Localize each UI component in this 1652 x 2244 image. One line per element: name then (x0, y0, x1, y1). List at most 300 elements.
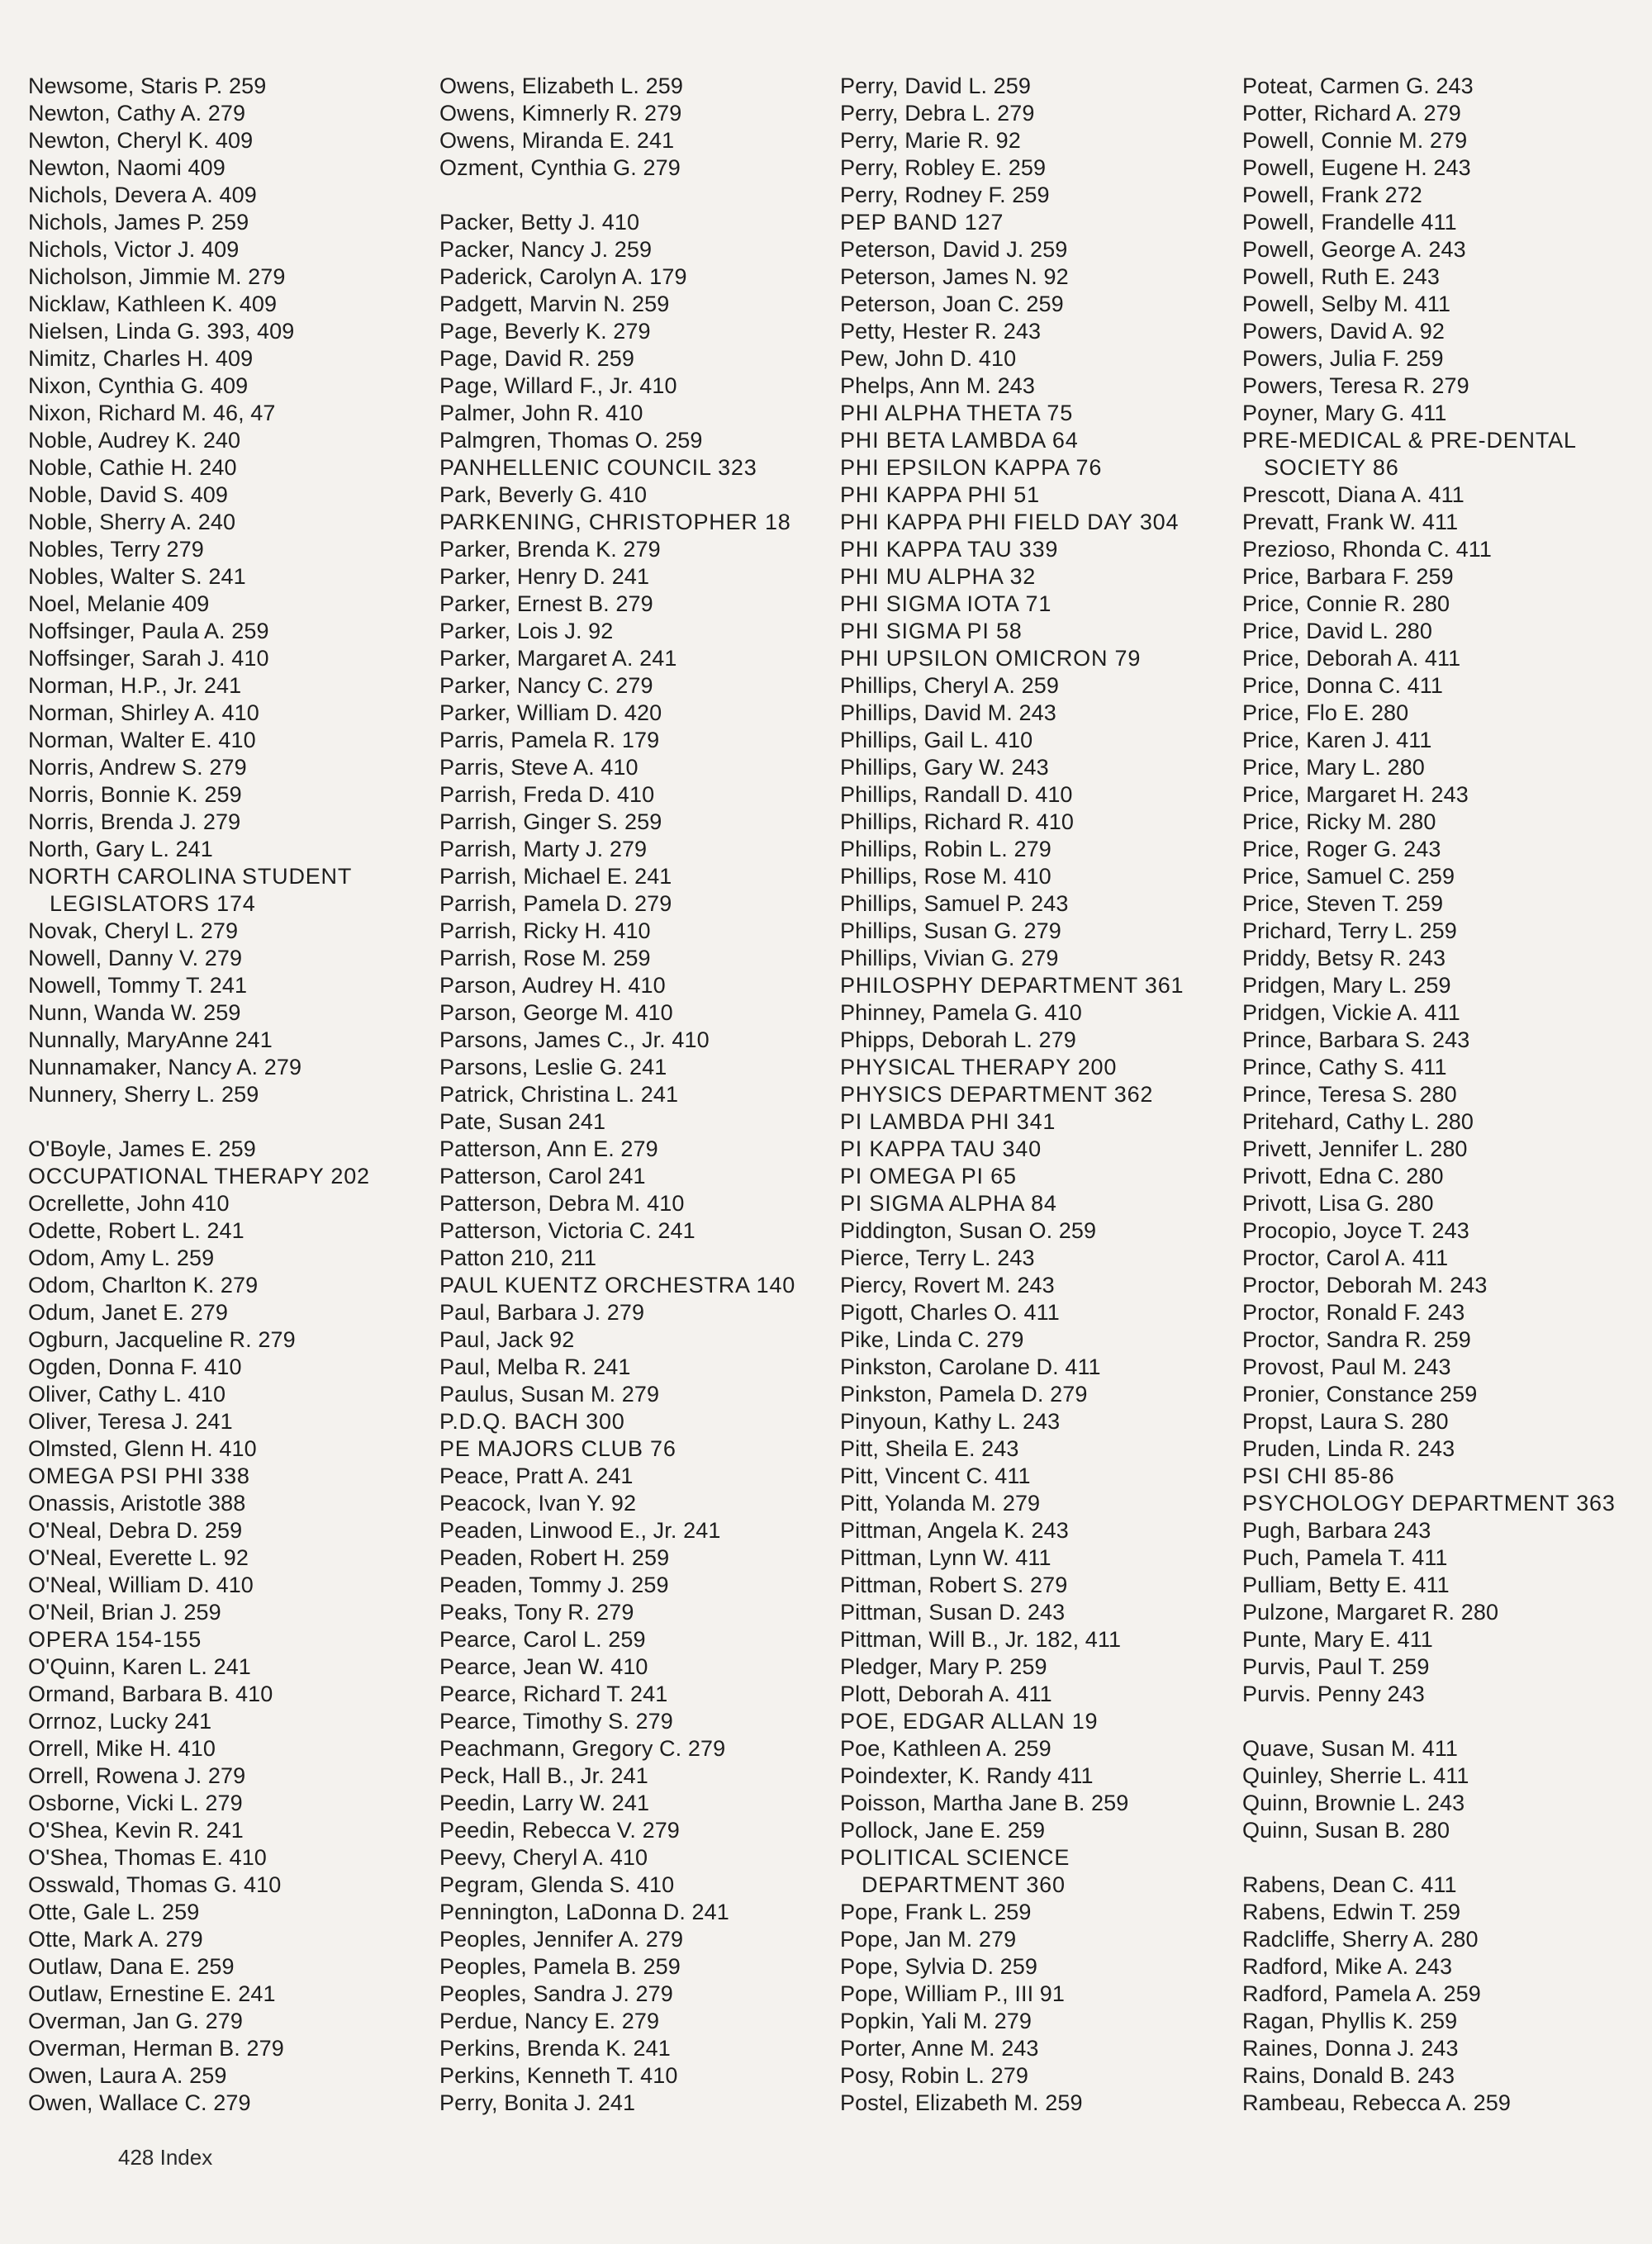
index-entry: PSYCHOLOGY DEPARTMENT 363 (1242, 1491, 1616, 1516)
index-entry: Prevatt, Frank W. 411 (1242, 510, 1459, 534)
index-entry: Pearce, Timothy S. 279 (439, 1709, 673, 1734)
index-entry: PHI SIGMA PI 58 (840, 619, 1023, 643)
index-entry: P.D.Q. BACH 300 (439, 1409, 625, 1434)
index-entry: Parker, Brenda K. 279 (439, 537, 661, 562)
index-entry: Noble, David S. 409 (28, 482, 229, 507)
index-entry: Ozment, Cynthia G. 279 (439, 155, 681, 180)
index-entry: Peoples, Sandra J. 279 (439, 1981, 673, 2006)
index-column-1 (28, 73, 416, 2117)
index-entry: O'Shea, Kevin R. 241 (28, 1818, 244, 1843)
index-entry: Newton, Naomi 409 (28, 155, 225, 180)
index-entry: OCCUPATIONAL THERAPY 202 (28, 1164, 370, 1188)
index-entry: O'Neal, William D. 410 (28, 1573, 254, 1597)
index-entry: Palmer, John R. 410 (439, 401, 643, 425)
index-entry: Perdue, Nancy E. 279 (439, 2009, 660, 2033)
index-entry: Nowell, Danny V. 279 (28, 946, 243, 970)
index-entry: Phelps, Ann M. 243 (840, 373, 1035, 398)
index-entry: Procopio, Joyce T. 243 (1242, 1218, 1469, 1243)
index-entry: Owen, Wallace C. 279 (28, 2090, 251, 2115)
index-entry: O'Neal, Debra D. 259 (28, 1518, 243, 1543)
index-entry: Phillips, Susan G. 279 (840, 918, 1061, 943)
index-entry: Price, Donna C. 411 (1242, 673, 1444, 698)
index-entry: Peacock, Ivan Y. 92 (439, 1491, 637, 1516)
index-entry: Phillips, Richard R. 410 (840, 809, 1075, 834)
index-entry: Price, Mary L. 280 (1242, 755, 1425, 780)
index-entry: PI SIGMA ALPHA 84 (840, 1191, 1057, 1216)
index-entry: Popkin, Yali M. 279 (840, 2009, 1032, 2033)
index-entry: PHI KAPPA PHI 51 (840, 482, 1040, 507)
index-entry: Priddy, Betsy R. 243 (1242, 946, 1446, 970)
index-entry: PHYSICS DEPARTMENT 362 (840, 1082, 1154, 1107)
index-entry: Nunnally, MaryAnne 241 (28, 1027, 273, 1052)
index-entry: Parrish, Michael E. 241 (439, 864, 672, 889)
index-entry: Price, David L. 280 (1242, 619, 1433, 643)
index-entry: Patterson, Victoria C. 241 (439, 1218, 695, 1243)
section-gap (28, 1108, 416, 1136)
index-entry: Parsons, Leslie G. 241 (439, 1055, 667, 1079)
index-entry: Powell, Frandelle 411 (1242, 210, 1457, 235)
index-entry: Peachmann, Gregory C. 279 (439, 1736, 726, 1761)
index-entry: O'Shea, Thomas E. 410 (28, 1845, 267, 1870)
index-entry: Parrish, Ginger S. 259 (439, 809, 662, 834)
index-entry: PHI EPSILON KAPPA 76 (840, 455, 1103, 480)
index-entry: O'Boyle, James E. 259 (28, 1136, 256, 1161)
index-entry: Nunn, Wanda W. 259 (28, 1000, 241, 1025)
index-entry: Otte, Mark A. 279 (28, 1927, 203, 1952)
index-entry: Peck, Hall B., Jr. 241 (439, 1763, 648, 1788)
index-entry: Phillips, Randall D. 410 (840, 782, 1073, 807)
index-entry: PRE-MEDICAL & PRE-DENTAL SOCIETY 86 (1242, 428, 1576, 480)
index-entry: Phipps, Deborah L. 279 (840, 1027, 1076, 1052)
index-entry: Perry, David L. 259 (840, 74, 1032, 98)
index-entry: Parsons, James C., Jr. 410 (439, 1027, 710, 1052)
index-entry: Parker, Margaret A. 241 (439, 646, 677, 671)
index-entry: Privott, Lisa G. 280 (1242, 1191, 1434, 1216)
index-entry: O'Quinn, Karen L. 241 (28, 1654, 251, 1679)
index-entry: Pinkston, Pamela D. 279 (840, 1382, 1088, 1407)
index-entry: Peace, Pratt A. 241 (439, 1464, 634, 1488)
index-entry: Price, Barbara F. 259 (1242, 564, 1454, 589)
index-entry: Pike, Linda C. 279 (840, 1327, 1024, 1352)
index-entry: Parson, Audrey H. 410 (439, 973, 666, 998)
index-entry: Nicklaw, Kathleen K. 409 (28, 292, 278, 316)
index-entry: Privott, Edna C. 280 (1242, 1164, 1444, 1188)
index-entry: Odette, Robert L. 241 (28, 1218, 244, 1243)
index-entry: Nowell, Tommy T. 241 (28, 973, 248, 998)
index-entry: Nimitz, Charles H. 409 (28, 346, 254, 371)
index-entry: Rambeau, Rebecca A. 259 (1242, 2090, 1512, 2115)
index-entry: Proctor, Ronald F. 243 (1242, 1300, 1465, 1325)
index-entry: Powell, Frank 272 (1242, 183, 1422, 207)
index-entry: Price, Margaret H. 243 (1242, 782, 1469, 807)
index-entry: Nixon, Cynthia G. 409 (28, 373, 249, 398)
index-entry: PI OMEGA PI 65 (840, 1164, 1017, 1188)
index-entry: Norman, Shirley A. 410 (28, 700, 259, 725)
index-entry: Poyner, Mary G. 411 (1242, 401, 1447, 425)
index-entry: PANHELLENIC COUNCIL 323 (439, 455, 757, 480)
index-entry: Paulus, Susan M. 279 (439, 1382, 660, 1407)
index-entry: Quinley, Sherrie L. 411 (1242, 1763, 1469, 1788)
index-entry: Pronier, Constance 259 (1242, 1382, 1478, 1407)
index-entry: PEP BAND 127 (840, 210, 1004, 235)
index-entry: Pate, Susan 241 (439, 1109, 606, 1134)
index-entry: Prince, Cathy S. 411 (1242, 1055, 1447, 1079)
index-entry: PARKENING, CHRISTOPHER 18 (439, 510, 791, 534)
index-entry: Otte, Gale L. 259 (28, 1900, 200, 1924)
index-entry: PHI KAPPA TAU 339 (840, 537, 1059, 562)
index-entry: Park, Beverly G. 410 (439, 482, 648, 507)
index-entry: Paul, Barbara J. 279 (439, 1300, 645, 1325)
index-entry: Price, Steven T. 259 (1242, 891, 1444, 916)
index-entry: Osswald, Thomas G. 410 (28, 1872, 282, 1897)
index-entry: Newton, Cathy A. 279 (28, 101, 246, 126)
index-entry: Parker, Nancy C. 279 (439, 673, 653, 698)
index-entry: Posy, Robin L. 279 (840, 2063, 1028, 2088)
index-entry: Phillips, David M. 243 (840, 700, 1056, 725)
index-entry: Nichols, Devera A. 409 (28, 183, 257, 207)
index-entry: Puch, Pamela T. 411 (1242, 1545, 1448, 1570)
index-entry: Price, Connie R. 280 (1242, 591, 1450, 616)
index-entry: Norman, H.P., Jr. 241 (28, 673, 242, 698)
index-entry: PI LAMBDA PHI 341 (840, 1109, 1056, 1134)
index-entry: Proctor, Sandra R. 259 (1242, 1327, 1471, 1352)
index-entry: Newsome, Staris P. 259 (28, 74, 267, 98)
index-entry: Parris, Steve A. 410 (439, 755, 638, 780)
index-entry: Patterson, Ann E. 279 (439, 1136, 658, 1161)
index-entry: PHI ALPHA THETA 75 (840, 401, 1074, 425)
index-entry: Noble, Audrey K. 240 (28, 428, 241, 453)
index-entry: Proctor, Deborah M. 243 (1242, 1273, 1488, 1298)
index-entry: Parker, William D. 420 (439, 700, 662, 725)
index-entry: Noel, Melanie 409 (28, 591, 210, 616)
index-entry: Powell, Selby M. 411 (1242, 292, 1451, 316)
index-entry: Oliver, Teresa J. 241 (28, 1409, 233, 1434)
index-entry: Orrell, Mike H. 410 (28, 1736, 216, 1761)
index-entry: Owens, Elizabeth L. 259 (439, 74, 683, 98)
index-entry: Powers, Julia F. 259 (1242, 346, 1444, 371)
index-entry: Pigott, Charles O. 411 (840, 1300, 1060, 1325)
index-entry: Perkins, Kenneth T. 410 (439, 2063, 678, 2088)
index-entry: Pennington, LaDonna D. 241 (439, 1900, 729, 1924)
index-entry: Rabens, Dean C. 411 (1242, 1872, 1457, 1897)
index-entry: Perkins, Brenda K. 241 (439, 2036, 671, 2061)
section-gap (439, 182, 828, 209)
index-entry: Pitt, Sheila E. 243 (840, 1436, 1019, 1461)
index-entry: Pitt, Vincent C. 411 (840, 1464, 1031, 1488)
index-entry: PHI UPSILON OMICRON 79 (840, 646, 1142, 671)
index-entry: Noble, Sherry A. 240 (28, 510, 236, 534)
index-entry: O'Neal, Everette L. 92 (28, 1545, 249, 1570)
index-entry: Poe, Kathleen A. 259 (840, 1736, 1051, 1761)
index-entry: PI KAPPA TAU 340 (840, 1136, 1042, 1161)
index-entry: Peoples, Pamela B. 259 (439, 1954, 681, 1979)
page-footer: 428 Index (118, 2145, 213, 2170)
index-entry: Patterson, Debra M. 410 (439, 1191, 685, 1216)
index-entry: Parrish, Marty J. 279 (439, 837, 648, 861)
index-entry: Perry, Marie R. 92 (840, 128, 1021, 153)
index-entry: Padgett, Marvin N. 259 (439, 292, 670, 316)
index-entry: Pearce, Jean W. 410 (439, 1654, 648, 1679)
index-entry: Peedin, Rebecca V. 279 (439, 1818, 680, 1843)
index-entry: Phillips, Rose M. 410 (840, 864, 1051, 889)
index-entry: Pittman, Angela K. 243 (840, 1518, 1069, 1543)
index-entry: Owens, Kimnerly R. 279 (439, 101, 682, 126)
index-entry: Page, David R. 259 (439, 346, 634, 371)
index-entry: Price, Deborah A. 411 (1242, 646, 1461, 671)
section-gap (1242, 1708, 1631, 1735)
index-entry: Price, Ricky M. 280 (1242, 809, 1436, 834)
index-entry: POLITICAL SCIENCE DEPARTMENT 360 (840, 1845, 1070, 1897)
index-entry: Phinney, Pamela G. 410 (840, 1000, 1082, 1025)
index-entry: Nixon, Richard M. 46, 47 (28, 401, 276, 425)
index-entry: Page, Willard F., Jr. 410 (439, 373, 677, 398)
index-entry: Parrish, Freda D. 410 (439, 782, 655, 807)
index-entry: Packer, Nancy J. 259 (439, 237, 653, 262)
index-entry: OMEGA PSI PHI 338 (28, 1464, 250, 1488)
index-entry: Perry, Debra L. 279 (840, 101, 1035, 126)
index-entry: Quave, Susan M. 411 (1242, 1736, 1459, 1761)
index-entry: Noble, Cathie H. 240 (28, 455, 237, 480)
index-entry: Pollock, Jane E. 259 (840, 1818, 1046, 1843)
index-entry: Outlaw, Dana E. 259 (28, 1954, 235, 1979)
index-entry: North, Gary L. 241 (28, 837, 213, 861)
index-entry: Peaks, Tony R. 279 (439, 1600, 634, 1625)
index-entry: Pegram, Glenda S. 410 (439, 1872, 675, 1897)
index-entry: Parris, Pamela R. 179 (439, 728, 660, 752)
index-entry: Ocrellette, John 410 (28, 1191, 230, 1216)
index-entry: Prince, Teresa S. 280 (1242, 1082, 1457, 1107)
index-entry: OPERA 154-155 (28, 1627, 202, 1652)
index-entry: Phillips, Samuel P. 243 (840, 891, 1069, 916)
index-entry: Odom, Amy L. 259 (28, 1245, 215, 1270)
index-entry: Pulzone, Margaret R. 280 (1242, 1600, 1499, 1625)
index-entry: Proctor, Carol A. 411 (1242, 1245, 1449, 1270)
index-entry: Pritehard, Cathy L. 280 (1242, 1109, 1474, 1134)
index-entry: PHI SIGMA IOTA 71 (840, 591, 1052, 616)
index-entry: Ogden, Donna F. 410 (28, 1354, 242, 1379)
index-entry: Page, Beverly K. 279 (439, 319, 651, 344)
index-entry: Prezioso, Rhonda C. 411 (1242, 537, 1492, 562)
index-entry: Rabens, Edwin T. 259 (1242, 1900, 1461, 1924)
index-entry: Odum, Janet E. 279 (28, 1300, 228, 1325)
index-entry: Parson, George M. 410 (439, 1000, 673, 1025)
index-entry: Pinyoun, Kathy L. 243 (840, 1409, 1061, 1434)
index-entry: Peoples, Jennifer A. 279 (439, 1927, 684, 1952)
index-entry: Pittman, Will B., Jr. 182, 411 (840, 1627, 1122, 1652)
index-entry: Palmgren, Thomas O. 259 (439, 428, 703, 453)
index-entry: Propst, Laura S. 280 (1242, 1409, 1449, 1434)
index-entry: PAUL KUENTZ ORCHESTRA 140 (439, 1273, 796, 1298)
index-entry: Peedin, Larry W. 241 (439, 1791, 650, 1815)
index-entry: Rains, Donald B. 243 (1242, 2063, 1455, 2088)
index-entry: PHYSICAL THERAPY 200 (840, 1055, 1118, 1079)
index-entry: Norris, Brenda J. 279 (28, 809, 241, 834)
index-entry: Pittman, Lynn W. 411 (840, 1545, 1051, 1570)
index-entry: Perry, Bonita J. 241 (439, 2090, 636, 2115)
index-entry: Pinkston, Carolane D. 411 (840, 1354, 1101, 1379)
index-entry: Peevy, Cheryl A. 410 (439, 1845, 648, 1870)
index-entry: Pope, Jan M. 279 (840, 1927, 1017, 1952)
index-entry: Pledger, Mary P. 259 (840, 1654, 1047, 1679)
index-entry: Ragan, Phyllis K. 259 (1242, 2009, 1458, 2033)
index-entry: Peterson, Joan C. 259 (840, 292, 1064, 316)
index-entry: NORTH CAROLINA STUDENT LEGISLATORS 174 (28, 864, 352, 916)
index-entry: Orrell, Rowena J. 279 (28, 1763, 246, 1788)
index-entry: PHI BETA LAMBDA 64 (840, 428, 1079, 453)
index-entry: Powell, George A. 243 (1242, 237, 1466, 262)
index-entry: Noffsinger, Paula A. 259 (28, 619, 269, 643)
index-entry: Pitt, Yolanda M. 279 (840, 1491, 1041, 1516)
index-entry: Patrick, Christina L. 241 (439, 1082, 679, 1107)
index-entry: Prescott, Diana A. 411 (1242, 482, 1464, 507)
index-entry: Price, Karen J. 411 (1242, 728, 1432, 752)
index-entry: Nobles, Terry 279 (28, 537, 204, 562)
index-entry: Raines, Donna J. 243 (1242, 2036, 1459, 2061)
index-entry: Pulliam, Betty E. 411 (1242, 1573, 1450, 1597)
index-entry: Nichols, James P. 259 (28, 210, 249, 235)
index-entry: PHI MU ALPHA 32 (840, 564, 1037, 589)
index-entry: Pruden, Linda R. 243 (1242, 1436, 1455, 1461)
index-entry: Norman, Walter E. 410 (28, 728, 256, 752)
index-entry: Purvis, Paul T. 259 (1242, 1654, 1430, 1679)
index-entry: Radford, Pamela A. 259 (1242, 1981, 1481, 2006)
index-entry: Peterson, James N. 92 (840, 264, 1069, 289)
index-entry: Noffsinger, Sarah J. 410 (28, 646, 269, 671)
index-entry: Powers, Teresa R. 279 (1242, 373, 1469, 398)
index-entry: PHILOSPHY DEPARTMENT 361 (840, 973, 1184, 998)
index-entry: Ogburn, Jacqueline R. 279 (28, 1327, 296, 1352)
index-entry: Parker, Ernest B. 279 (439, 591, 653, 616)
index-entry: Parker, Lois J. 92 (439, 619, 614, 643)
index-entry: Newton, Cheryl K. 409 (28, 128, 254, 153)
index-entry: Poisson, Martha Jane B. 259 (840, 1791, 1129, 1815)
index-entry: Poteat, Carmen G. 243 (1242, 74, 1474, 98)
index-entry: Nunnamaker, Nancy A. 279 (28, 1055, 302, 1079)
index-entry: Postel, Elizabeth M. 259 (840, 2090, 1083, 2115)
index-entry: Nicholson, Jimmie M. 279 (28, 264, 286, 289)
index-entry: Powell, Ruth E. 243 (1242, 264, 1441, 289)
index-entry: Nielsen, Linda G. 393, 409 (28, 319, 295, 344)
index-entry: Owen, Laura A. 259 (28, 2063, 227, 2088)
index-entry: Pearce, Carol L. 259 (439, 1627, 646, 1652)
index-entry: Purvis. Penny 243 (1242, 1682, 1425, 1706)
index-entry: Plott, Deborah A. 411 (840, 1682, 1052, 1706)
index-entry: Privett, Jennifer L. 280 (1242, 1136, 1468, 1161)
index-entry: Price, Flo E. 280 (1242, 700, 1409, 725)
index-entry: Patterson, Carol 241 (439, 1164, 646, 1188)
index-entry: PE MAJORS CLUB 76 (439, 1436, 676, 1461)
index-entry: Novak, Cheryl L. 279 (28, 918, 239, 943)
index-entry: Pope, Sylvia D. 259 (840, 1954, 1038, 1979)
index-entry: Prichard, Terry L. 259 (1242, 918, 1457, 943)
index-entry: Peterson, David J. 259 (840, 237, 1068, 262)
index-entry: Powell, Connie M. 279 (1242, 128, 1468, 153)
index-entry: Onassis, Aristotle 388 (28, 1491, 246, 1516)
index-entry: Outlaw, Ernestine E. 241 (28, 1981, 276, 2006)
index-entry: Phillips, Robin L. 279 (840, 837, 1051, 861)
index-entry: Peaden, Linwood E., Jr. 241 (439, 1518, 721, 1543)
index-entry: Powell, Eugene H. 243 (1242, 155, 1471, 180)
index-entry: Price, Roger G. 243 (1242, 837, 1441, 861)
index-entry: Patton 210, 211 (439, 1245, 597, 1270)
index-entry: Phillips, Gail L. 410 (840, 728, 1033, 752)
index-entry: Norris, Bonnie K. 259 (28, 782, 242, 807)
index-entry: Paderick, Carolyn A. 179 (439, 264, 687, 289)
index-entry: Peaden, Tommy J. 259 (439, 1573, 669, 1597)
index-column-3 (840, 73, 1228, 2117)
index-entry: O'Neil, Brian J. 259 (28, 1600, 221, 1625)
index-entry: Perry, Robley E. 259 (840, 155, 1047, 180)
index-entry: Packer, Betty J. 410 (439, 210, 640, 235)
index-entry: Pew, John D. 410 (840, 346, 1017, 371)
index-entry: Petty, Hester R. 243 (840, 319, 1042, 344)
index-entry: POE, EDGAR ALLAN 19 (840, 1709, 1099, 1734)
index-entry: Piddington, Susan O. 259 (840, 1218, 1097, 1243)
index-entry: Punte, Mary E. 411 (1242, 1627, 1433, 1652)
index-entry: Paul, Melba R. 241 (439, 1354, 631, 1379)
index-entry: Pearce, Richard T. 241 (439, 1682, 668, 1706)
index-entry: Phillips, Cheryl A. 259 (840, 673, 1059, 698)
index-entry: Provost, Paul M. 243 (1242, 1354, 1451, 1379)
index-entry: Radford, Mike A. 243 (1242, 1954, 1453, 1979)
index-entry: Poindexter, K. Randy 411 (840, 1763, 1094, 1788)
index-entry: Piercy, Rovert M. 243 (840, 1273, 1055, 1298)
index-entry: Price, Samuel C. 259 (1242, 864, 1455, 889)
index-entry: Parrish, Ricky H. 410 (439, 918, 651, 943)
index-entry: Porter, Anne M. 243 (840, 2036, 1039, 2061)
index-entry: Pridgen, Mary L. 259 (1242, 973, 1451, 998)
index-entry: Overman, Jan G. 279 (28, 2009, 244, 2033)
index-entry: Pierce, Terry L. 243 (840, 1245, 1035, 1270)
index-entry: Ormand, Barbara B. 410 (28, 1682, 273, 1706)
index-entry: Pope, Frank L. 259 (840, 1900, 1032, 1924)
index-entry: Oliver, Cathy L. 410 (28, 1382, 226, 1407)
index-entry: Odom, Charlton K. 279 (28, 1273, 259, 1298)
index-entry: Potter, Richard A. 279 (1242, 101, 1461, 126)
index-entry: Pridgen, Vickie A. 411 (1242, 1000, 1460, 1025)
index-entry: Norris, Andrew S. 279 (28, 755, 247, 780)
index-entry: Parrish, Rose M. 259 (439, 946, 651, 970)
index-entry: Parker, Henry D. 241 (439, 564, 650, 589)
index-entry: Overman, Herman B. 279 (28, 2036, 284, 2061)
index-entry: Paul, Jack 92 (439, 1327, 575, 1352)
index-entry: Quinn, Susan B. 280 (1242, 1818, 1450, 1843)
index-entry: PSI CHI 85-86 (1242, 1464, 1395, 1488)
index-entry: Orrnoz, Lucky 241 (28, 1709, 212, 1734)
index-entry: Nunnery, Sherry L. 259 (28, 1082, 259, 1107)
index-entry: PHI KAPPA PHI FIELD DAY 304 (840, 510, 1180, 534)
index-entry: Pugh, Barbara 243 (1242, 1518, 1431, 1543)
index-entry: Phillips, Gary W. 243 (840, 755, 1049, 780)
index-entry: Olmsted, Glenn H. 410 (28, 1436, 257, 1461)
index-entry: Pope, William P., III 91 (840, 1981, 1066, 2006)
index-entry: Prince, Barbara S. 243 (1242, 1027, 1470, 1052)
index-entry: Perry, Rodney F. 259 (840, 183, 1050, 207)
index-entry: Peaden, Robert H. 259 (439, 1545, 670, 1570)
index-entry: Parrish, Pamela D. 279 (439, 891, 672, 916)
index-entry: Pittman, Robert S. 279 (840, 1573, 1068, 1597)
index-entry: Radcliffe, Sherry A. 280 (1242, 1927, 1479, 1952)
index-entry: Owens, Miranda E. 241 (439, 128, 675, 153)
index-entry: Nobles, Walter S. 241 (28, 564, 246, 589)
section-gap (1242, 1844, 1631, 1872)
index-column-2 (439, 73, 828, 2117)
index-entry: Osborne, Vicki L. 279 (28, 1791, 243, 1815)
index-entry: Powers, David A. 92 (1242, 319, 1446, 344)
index-entry: Pittman, Susan D. 243 (840, 1600, 1066, 1625)
index-column-4 (1242, 73, 1631, 2117)
index-entry: Quinn, Brownie L. 243 (1242, 1791, 1465, 1815)
